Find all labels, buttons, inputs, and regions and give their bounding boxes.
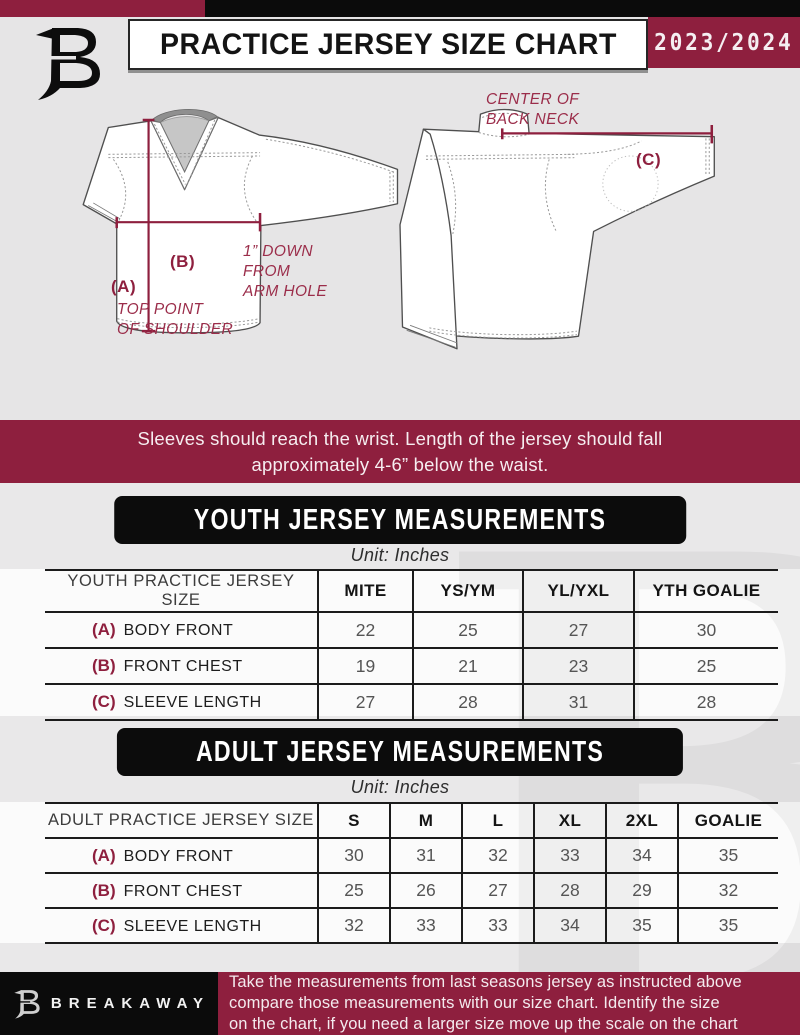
- measure-value-cell: 21: [413, 648, 523, 684]
- measure-value-cell: 23: [523, 648, 634, 684]
- measure-value-cell: 35: [678, 838, 778, 873]
- footer-instructions: [218, 972, 800, 1035]
- size-column-header: 2XL: [606, 803, 678, 838]
- measure-key: (B): [92, 880, 116, 900]
- measure-label: FRONT CHEST: [123, 882, 243, 900]
- measure-value-cell: 19: [318, 648, 413, 684]
- measure-label: SLEEVE LENGTH: [123, 694, 262, 711]
- measure-value-cell: 33: [390, 908, 462, 943]
- fit-notice-banner: [0, 420, 800, 483]
- season-label: 2023/2024: [654, 29, 794, 56]
- row-label-cell: [45, 908, 318, 943]
- measure-value-cell: 28: [634, 684, 778, 720]
- table-row: [45, 873, 778, 908]
- measure-value-cell: 35: [606, 908, 678, 943]
- youth-header-row: [45, 570, 778, 612]
- adult-size-table: [45, 802, 778, 944]
- measure-value-cell: 27: [318, 684, 413, 720]
- measure-key: (A): [92, 620, 116, 639]
- table-row: [45, 648, 778, 684]
- table-row: [45, 908, 778, 943]
- measure-label: BODY FRONT: [123, 847, 234, 865]
- measure-a-key: (A): [111, 277, 137, 296]
- measure-b-note: 1” DOWN FROM ARM HOLE: [243, 243, 328, 300]
- jersey-diagram-art: [0, 68, 800, 420]
- measurements-section: [0, 483, 800, 972]
- youth-section-banner: YOUTH JERSEY MEASUREMENTS: [114, 496, 686, 544]
- measure-a-note: TOP POINT OF SHOULDER: [117, 301, 234, 338]
- measure-b-key: (B): [170, 252, 196, 271]
- measure-value-cell: 31: [523, 684, 634, 720]
- measure-key: (A): [92, 845, 116, 865]
- top-strip-maroon: [0, 0, 205, 17]
- table-first-header: YOUTH PRACTICE JERSEY SIZE: [67, 572, 295, 609]
- measure-value-cell: 30: [318, 838, 390, 873]
- measure-value-cell: 26: [390, 873, 462, 908]
- measure-value-cell: 32: [678, 873, 778, 908]
- measure-value-cell: 22: [318, 612, 413, 648]
- size-column-header: YTH GOALIE: [634, 570, 778, 612]
- fit-notice-line1: Sleeves should reach the wrist. Length of the jersey should fall: [137, 427, 663, 449]
- adult-unit-label: Unit: Inches: [350, 777, 450, 797]
- measure-value-cell: 27: [523, 612, 634, 648]
- measure-key: (C): [92, 692, 116, 711]
- measure-value-cell: 34: [534, 908, 606, 943]
- row-label-cell: [45, 612, 318, 648]
- measure-value-cell: 32: [462, 838, 534, 873]
- fit-notice-line2: approximately 4-6” below the waist.: [251, 453, 549, 475]
- measure-value-cell: 33: [534, 838, 606, 873]
- row-label-cell: [45, 838, 318, 873]
- measure-value-cell: 25: [634, 648, 778, 684]
- measure-value-cell: 28: [534, 873, 606, 908]
- table-row: [45, 838, 778, 873]
- size-column-header: YL/YXL: [523, 570, 634, 612]
- adult-header-row: [45, 803, 778, 838]
- measure-value-cell: 33: [462, 908, 534, 943]
- measure-value-cell: 34: [606, 838, 678, 873]
- footer-brand-block: [0, 972, 218, 1035]
- size-column-header: S: [318, 803, 390, 838]
- jersey-diagrams: [0, 68, 800, 420]
- measure-key: (C): [92, 915, 116, 935]
- table-row: [45, 684, 778, 720]
- measure-label: BODY FRONT: [123, 622, 234, 639]
- size-column-header: GOALIE: [678, 803, 778, 838]
- measure-c-note: CENTER OF BACK NECK: [486, 91, 580, 128]
- footer-line3: on the chart, if you need a larger size move up the scale on the chart: [229, 1015, 738, 1033]
- adult-section-banner: ADULT JERSEY MEASUREMENTS: [117, 728, 683, 776]
- measure-value-cell: 32: [318, 908, 390, 943]
- size-column-header: M: [390, 803, 462, 838]
- brand-name: BREAKAWAY: [50, 995, 211, 1012]
- measure-value-cell: 28: [413, 684, 523, 720]
- measure-label: FRONT CHEST: [123, 658, 243, 675]
- page-title-box: [128, 19, 648, 70]
- measure-value-cell: 25: [413, 612, 523, 648]
- row-label-cell: [45, 873, 318, 908]
- measure-value-cell: 31: [390, 838, 462, 873]
- youth-unit-label: Unit: Inches: [350, 545, 450, 565]
- table-first-header: ADULT PRACTICE JERSEY SIZE: [48, 811, 314, 829]
- footer-line2: compare those measurements with our size chart. Identify the size: [229, 994, 720, 1012]
- measure-value-cell: 25: [318, 873, 390, 908]
- breakaway-logo-icon-footer: [8, 985, 42, 1023]
- top-strip-black: [205, 0, 800, 17]
- page-title: PRACTICE JERSEY SIZE CHART: [159, 27, 617, 61]
- row-label-cell: [45, 684, 318, 720]
- measure-value-cell: 35: [678, 908, 778, 943]
- measure-label: SLEEVE LENGTH: [123, 917, 262, 935]
- youth-size-table: [45, 569, 778, 721]
- size-column-header: MITE: [318, 570, 413, 612]
- measure-c-key: (C): [636, 150, 662, 169]
- measure-value-cell: 29: [606, 873, 678, 908]
- size-column-header: L: [462, 803, 534, 838]
- measure-key: (B): [92, 656, 116, 675]
- size-column-header: YS/YM: [413, 570, 523, 612]
- size-column-header: XL: [534, 803, 606, 838]
- table-row: [45, 612, 778, 648]
- footer-line1: Take the measurements from last seasons jersey as instructed above: [229, 973, 742, 991]
- measure-value-cell: 27: [462, 873, 534, 908]
- row-label-cell: [45, 648, 318, 684]
- measure-value-cell: 30: [634, 612, 778, 648]
- season-badge: [648, 17, 800, 68]
